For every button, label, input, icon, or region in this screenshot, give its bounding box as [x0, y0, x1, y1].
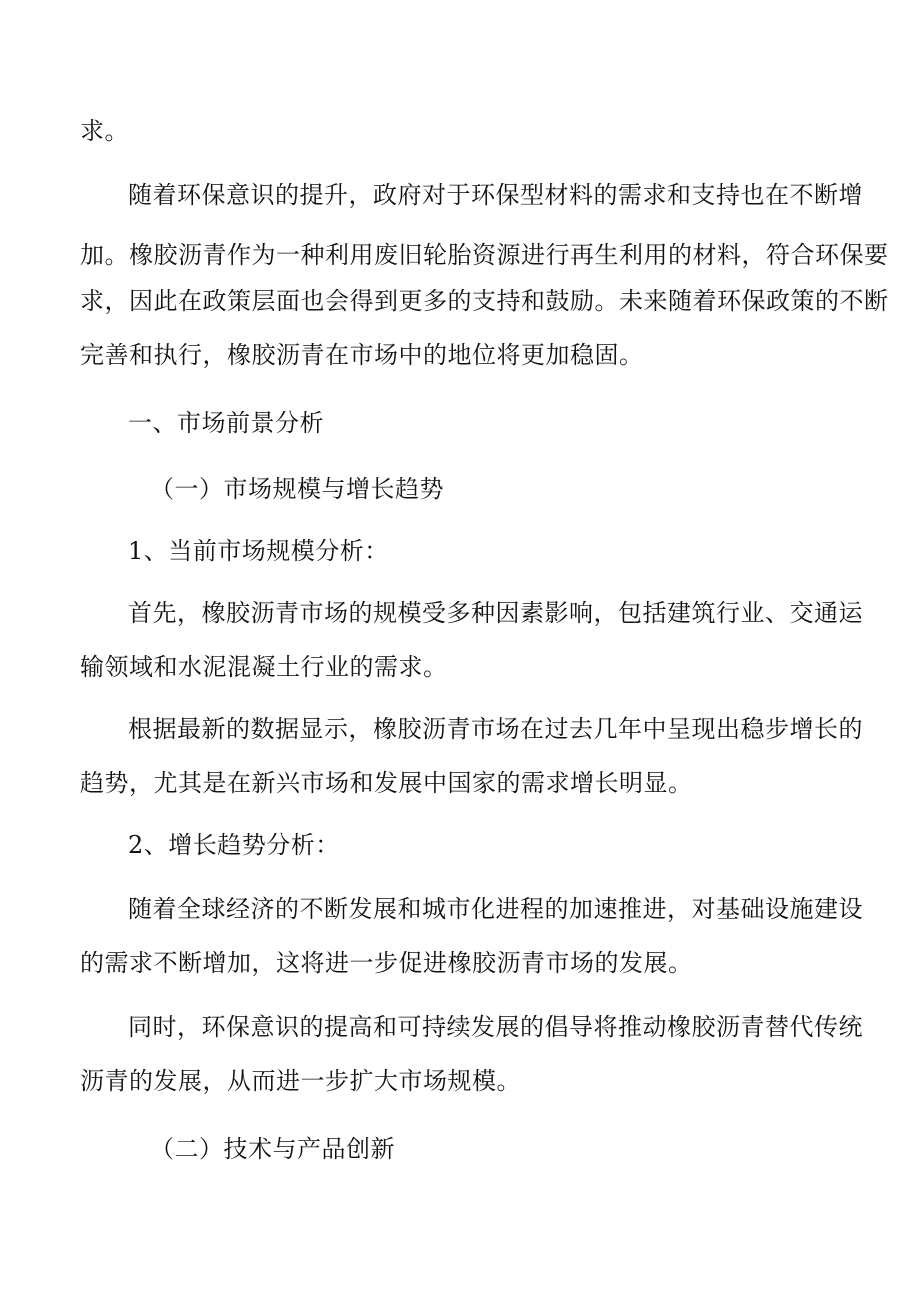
paragraph-continuation: 求。	[80, 117, 129, 145]
paragraph-line: 求，因此在政策层面也会得到更多的支持和鼓励。未来随着环保政策的不断	[80, 287, 889, 315]
section-heading: 一、市场前景分析	[128, 409, 324, 437]
subsection-heading: （一）市场规模与增长趋势	[150, 475, 444, 503]
paragraph-line: 趋势，尤其是在新兴市场和发展中国家的需求增长明显。	[80, 769, 693, 797]
paragraph-line: 同时，环保意识的提高和可持续发展的倡导将推动橡胶沥青替代传统	[128, 1013, 863, 1041]
paragraph-line: 加。橡胶沥青作为一种利用废旧轮胎资源进行再生利用的材料，符合环保要	[80, 241, 889, 269]
paragraph-line: 完善和执行，橡胶沥青在市场中的地位将更加稳固。	[80, 341, 644, 369]
subsection-heading: （二）技术与产品创新	[150, 1135, 395, 1163]
paragraph-line: 首先，橡胶沥青市场的规模受多种因素影响，包括建筑行业、交通运	[128, 599, 863, 627]
paragraph-line: 沥青的发展，从而进一步扩大市场规模。	[80, 1067, 521, 1095]
paragraph-line: 的需求不断增加，这将进一步促进橡胶沥青市场的发展。	[80, 949, 693, 977]
item-heading: 2、增长趋势分析：	[128, 831, 340, 859]
paragraph-line: 随着全球经济的不断发展和城市化进程的加速推进，对基础设施建设	[128, 895, 863, 923]
paragraph-line: 根据最新的数据显示，橡胶沥青市场在过去几年中呈现出稳步增长的	[128, 715, 863, 743]
paragraph-line: 输领域和水泥混凝土行业的需求。	[80, 653, 448, 681]
paragraph-line: 随着环保意识的提升，政府对于环保型材料的需求和支持也在不断增	[128, 181, 863, 209]
item-heading: 1、当前市场规模分析：	[128, 537, 389, 565]
